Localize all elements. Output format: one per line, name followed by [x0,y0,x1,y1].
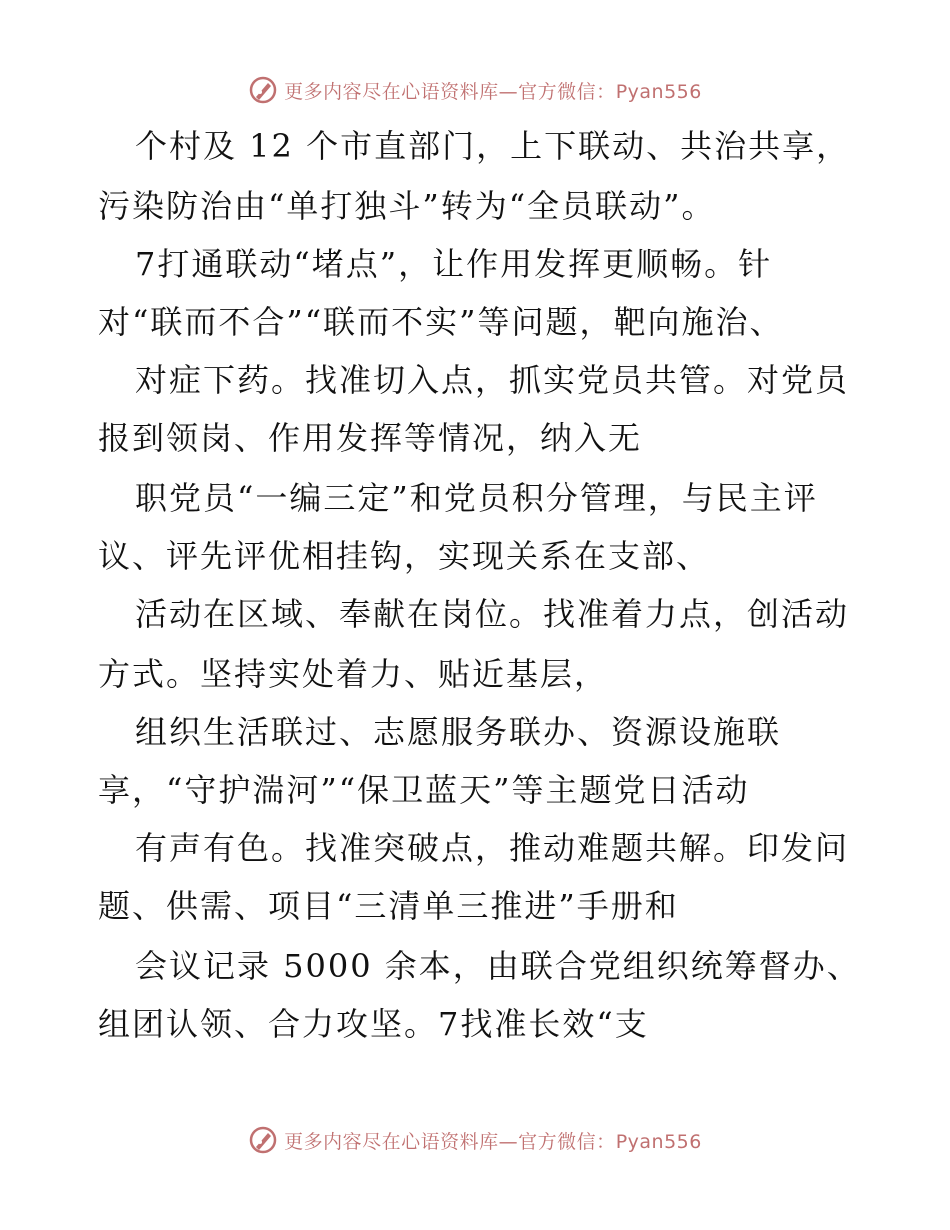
body-line: 有声有色。找准突破点，推动难题共解。印发问 [135,829,850,867]
header-wechat-label: 官方微信： [518,80,616,103]
body-line: 活动在区域、奉献在岗位。找准着力点，创活动 [135,595,850,633]
header-separator: — [498,80,519,103]
body-line: 报到领岗、作用发挥等情况，纳入无 [98,419,643,457]
body-line: 方式。坚持实处着力、贴近基层， [98,655,609,693]
body-line: 题、供需、项目“三清单三推进”手册和 [98,887,679,925]
pen-logo-icon [248,75,278,105]
pen-logo-icon [248,1125,278,1155]
header-watermark [0,70,950,110]
footer-separator: — [498,1130,519,1153]
footer-watermark [0,1120,950,1160]
body-line: 对症下药。找准切入点，抓实党员共管。对党员 [135,361,850,399]
footer-wechat-label: 官方微信： [518,1130,616,1153]
body-line: 享，“守护湍河”“保卫蓝天”等主题党日活动 [98,771,750,809]
body-line: 组团认领、合力攻坚。7找准长效“支 [98,1005,649,1043]
body-line: 议、评先评优相挂钩，实现关系在支部、 [98,537,711,575]
body-line: 7打通联动“堵点”，让作用发挥更顺畅。针 [135,245,773,283]
header-wechat-id: Pyan556 [615,80,702,103]
body-line: 组织生活联过、志愿服务联办、资源设施联 [135,713,782,751]
body-line: 污染防治由“单打独斗”转为“全员联动”。 [98,187,716,225]
body-line: 对“联而不合”“联而不实”等问题，靶向施治、 [98,303,784,341]
footer-wechat-id: Pyan556 [615,1130,702,1153]
footer-brand-text: 更多内容尽在心语资料库 [284,1130,499,1153]
body-line: 个村及 12 个市直部门，上下联动、共治共享， [135,127,851,165]
body-line: 职党员“一编三定”和党员积分管理，与民主评 [135,479,818,517]
body-line: 会议记录 5000 余本，由联合党组织统筹督办、 [135,947,861,985]
header-brand-text: 更多内容尽在心语资料库 [284,80,499,103]
